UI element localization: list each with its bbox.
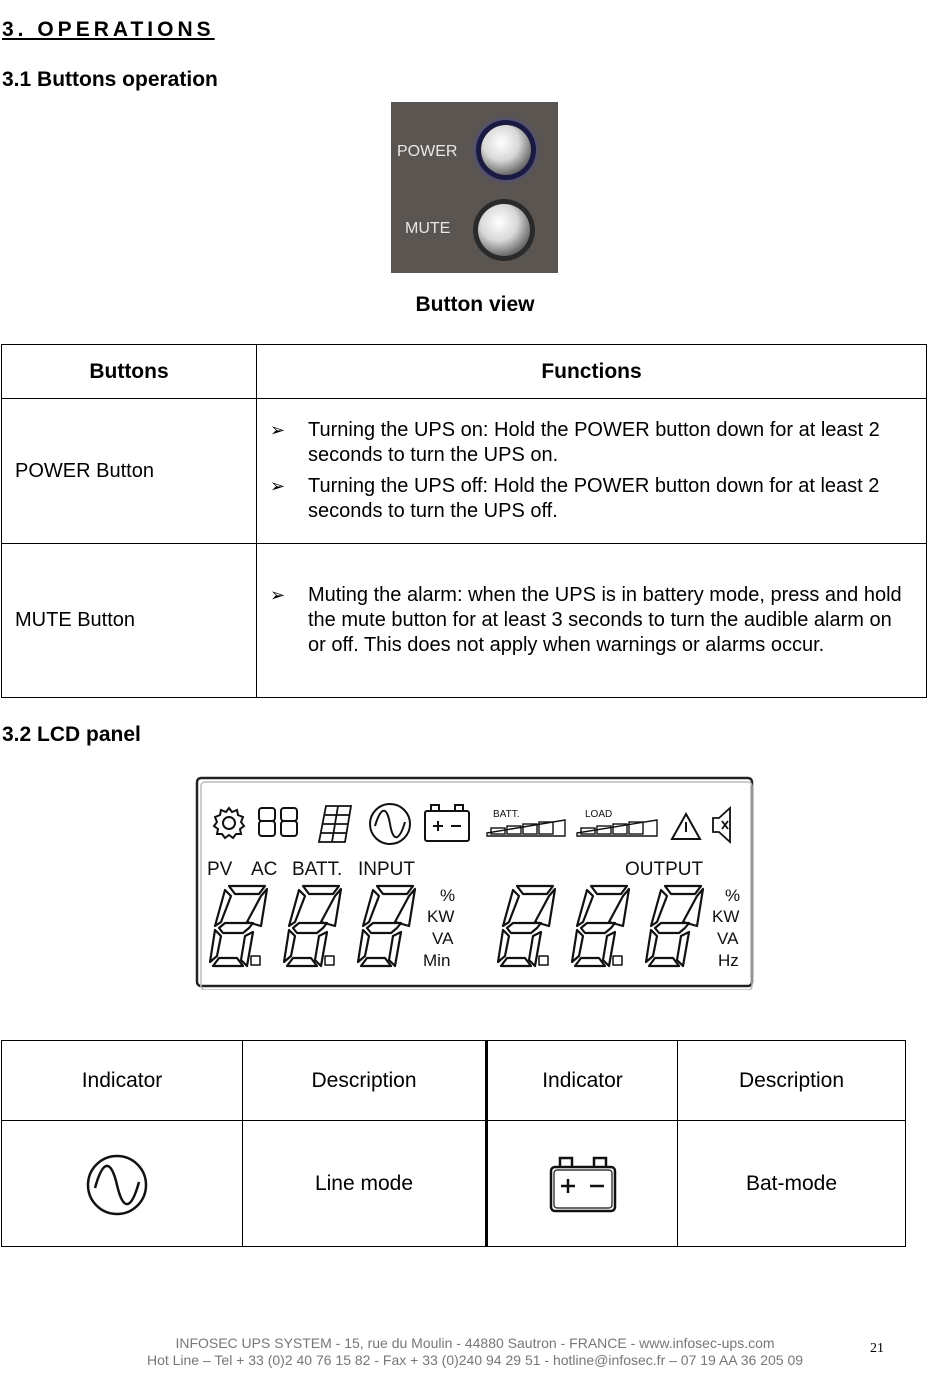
button-view-caption: Button view (415, 293, 535, 316)
battery-icon (548, 1153, 618, 1215)
power-button-cell: POWER Button (2, 399, 257, 544)
list-item: ➢ Turning the UPS on: Hold the POWER button down for at least 2 seconds to turn the UPS on. (270, 419, 880, 466)
arrow-bullet-icon: ➢ (270, 585, 286, 605)
indicator-table (1, 1040, 906, 1247)
left-unit: % (440, 886, 456, 905)
button-panel-image (391, 102, 558, 273)
col-functions-header: Functions (257, 345, 927, 399)
description-header: Description (243, 1041, 487, 1121)
list-item: ➢ Muting the alarm: when the UPS is in battery mode, press and hold the mute button for at least 3 seconds to turn the audible alarm on or off. This does not apply when warnings or alarms occur. (270, 584, 902, 656)
power-label: POWER (397, 143, 458, 160)
right-unit: KW (712, 907, 740, 926)
batt-label: BATT. (292, 859, 343, 880)
power-knob (481, 125, 531, 175)
mute-knob (478, 204, 530, 256)
arrow-bullet-icon: ➢ (270, 476, 286, 496)
mute-button-cell: MUTE Button (2, 544, 257, 698)
page-number: 21 (870, 1341, 884, 1356)
line-mode-description: Line mode (243, 1121, 487, 1247)
sine-wave-icon (83, 1149, 153, 1219)
indicator-header: Indicator (2, 1041, 243, 1121)
ac-label: AC (251, 859, 278, 880)
load-bar-label: LOAD (585, 809, 613, 820)
buttons-operation-heading: 3.1 Buttons operation (2, 68, 218, 91)
line-mode-indicator (2, 1121, 243, 1247)
right-unit: % (725, 886, 741, 905)
right-unit: VA (717, 929, 739, 948)
indicator-header: Indicator (487, 1041, 678, 1121)
footer-line: Hot Line – Tel + 33 (0)2 40 76 15 82 - Fax + 33 (0)240 94 29 51 - hotline@infosec.fr – 07 19 AA 36 205 09 (146, 1352, 804, 1368)
pv-label: PV (207, 859, 233, 880)
output-label: OUTPUT (625, 859, 704, 880)
left-unit: VA (432, 929, 454, 948)
bat-mode-indicator (487, 1121, 678, 1247)
lcd-panel-heading: 3.2 LCD panel (2, 723, 141, 746)
description-header: Description (678, 1041, 906, 1121)
power-functions-cell (257, 399, 927, 544)
page-footer (0, 1335, 950, 1369)
input-label: INPUT (358, 859, 415, 880)
left-unit: KW (427, 907, 455, 926)
col-buttons-header: Buttons (2, 345, 257, 399)
mute-label: MUTE (405, 220, 451, 237)
footer-line: INFOSEC UPS SYSTEM - 15, rue du Moulin - 44880 Sautron - FRANCE - www.infosec-ups.com (175, 1335, 775, 1351)
arrow-bullet-icon: ➢ (270, 420, 286, 440)
list-item: ➢ Turning the UPS off: Hold the POWER button down for at least 2 seconds to turn the UPS off. (270, 475, 880, 522)
batt-bar-label: BATT. (493, 809, 520, 820)
left-unit: Min (423, 951, 451, 970)
bat-mode-description: Bat-mode (678, 1121, 906, 1247)
right-unit: Hz (718, 951, 739, 970)
lcd-panel-diagram (195, 776, 755, 990)
section-heading: 3. OPERATIONS (2, 18, 215, 41)
mute-functions-cell (257, 544, 927, 698)
buttons-table (1, 344, 927, 698)
